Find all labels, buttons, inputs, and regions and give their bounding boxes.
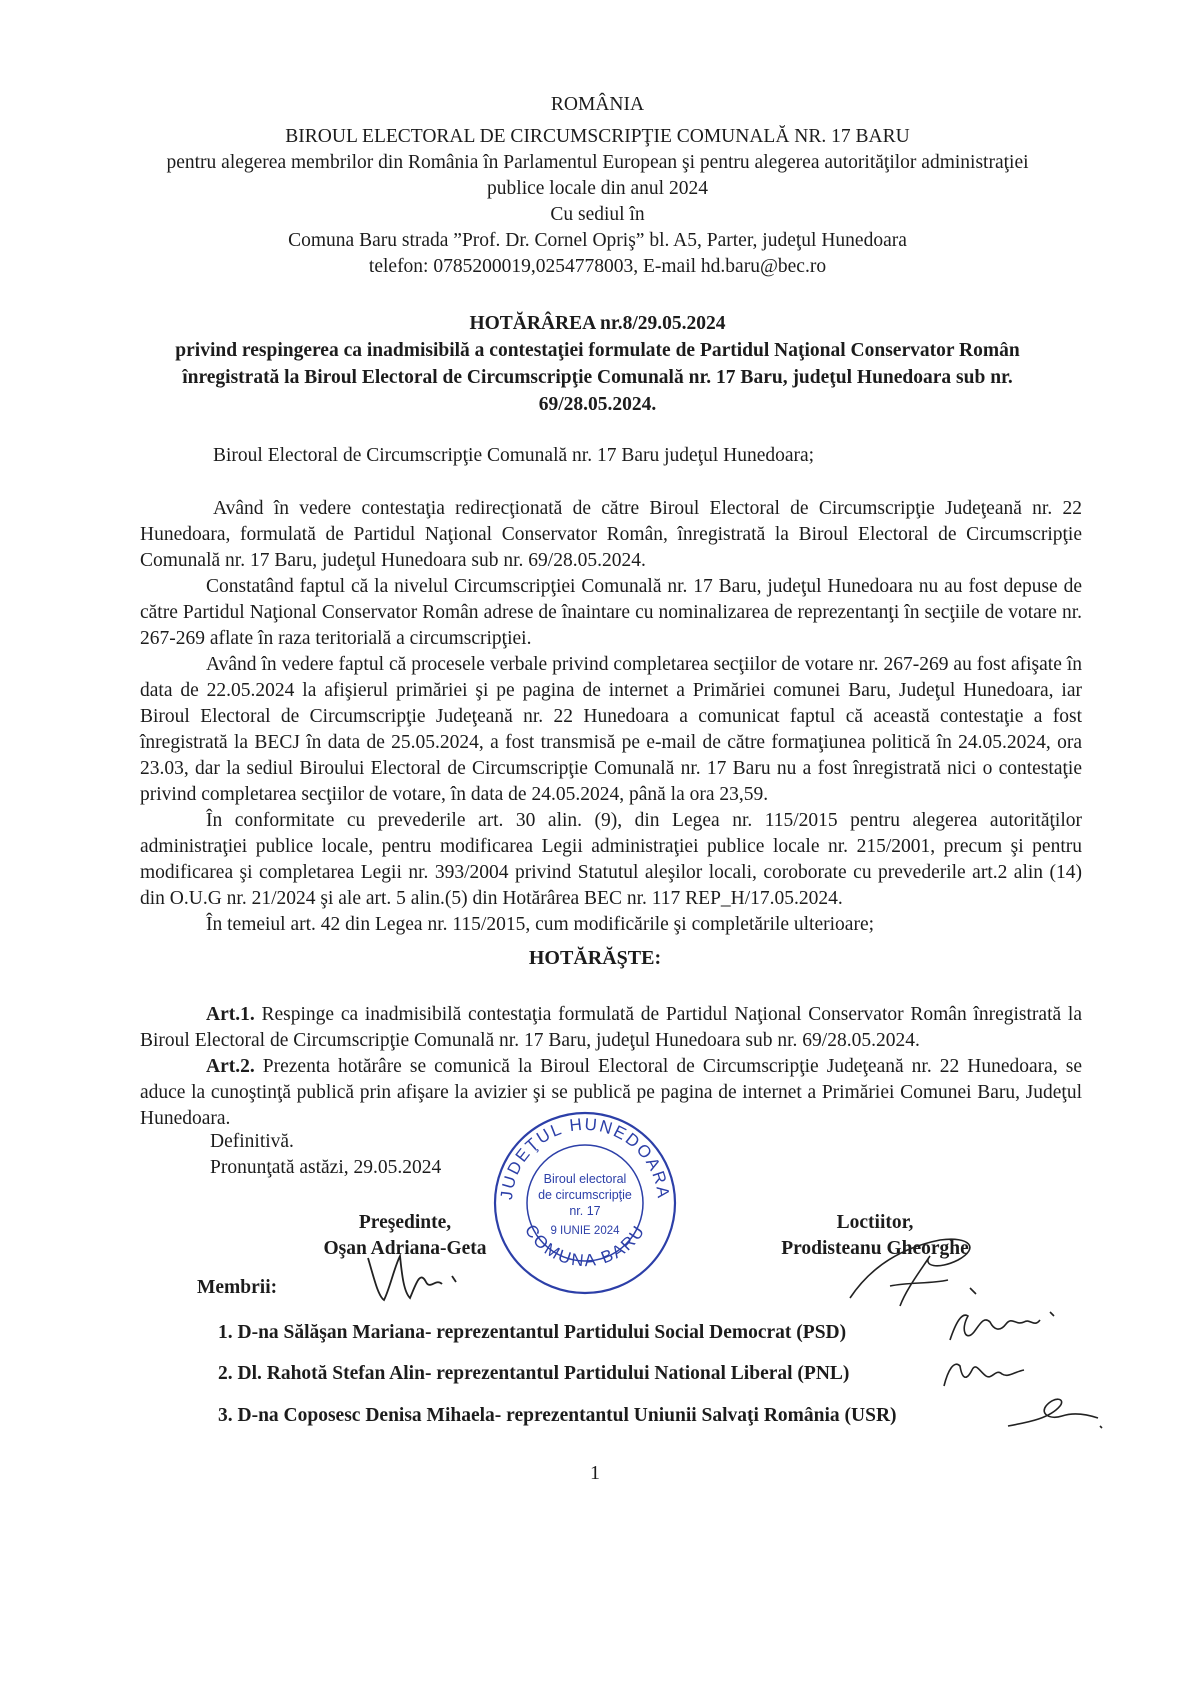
decision-subject-line-1: privind respingerea ca inadmisibilă a contestaţiei formulate de Partidul Naţional Conservator Român [175, 340, 1020, 361]
stamp-inner-line-2: de circumscripţie [538, 1188, 632, 1202]
purpose-line-1: pentru alegerea membrilor din România în Parlamentul European şi pentru alegerea autorităţilor administraţiei [166, 152, 1029, 173]
seat-label: Cu sediul în [550, 204, 645, 225]
decision-subject-line-3: 69/28.05.2024. [538, 394, 657, 415]
member-3-signature-icon [1000, 1392, 1110, 1434]
page-number: 1 [590, 1462, 600, 1484]
member-1: 1. D-na Sălăşan Mariana- reprezentantul Partidului Social Democrat (PSD) [218, 1322, 847, 1343]
article-1-text: Respinge ca inadmisibilă contestaţia formulată de Partidul Naţional Conservator Român înregistrată la Biroul Electoral de Circumscripţie Comunală nr. 17 Baru, judeţul Hunedoara sub nr. 69/28.05.2024. [140, 1004, 1082, 1051]
member-2-signature-icon [938, 1352, 1038, 1392]
ruling-heading: HOTĂRĂŞTE: [528, 947, 662, 969]
paragraph-2: Constatând faptul că la nivelul Circumscripţiei Comunală nr. 17 Baru, judeţul Hunedoara nu au fost depuse de către Partidul Naţional Conservator Român adrese de înaintare cu nominalizarea de reprezentanţi în secţiile de votare nr. 267-269 aflate în raza teritorială a circumscripţiei. [140, 576, 1082, 649]
article-2-label: Art.2. [206, 1056, 255, 1077]
intro-line: Biroul Electoral de Circumscripţie Comunală nr. 17 Baru judeţul Hunedoara; [213, 445, 815, 466]
document-header [120, 92, 1075, 280]
article-1 [140, 1002, 1082, 1054]
decision-number: HOTĂRÂREA nr.8/29.05.2024 [469, 313, 726, 334]
article-2-text: Prezenta hotărâre se comunică la Biroul Electoral de Circumscripţie Judeţeană nr. 22 Hunedoara, se aduce la cunoştinţă publică prin afişare la avizier şi se publică pe pagina de internet a Primăriei Comunei Baru, Judeţul Hunedoara. [140, 1056, 1082, 1129]
president-name: Oşan Adriana-Geta [323, 1238, 487, 1259]
address-line: Comuna Baru strada ”Prof. Dr. Cornel Opriş” bl. A5, Parter, judeţul Hunedoara [288, 230, 907, 251]
article-1-label: Art.1. [206, 1004, 255, 1025]
contact-line: telefon: 0785200019,0254778003, E-mail hd.baru@bec.ro [368, 256, 827, 277]
deputy-title: Loctiitor, [836, 1212, 914, 1233]
president-title: Preşedinte, [358, 1212, 452, 1233]
stamp-commune-text: COMUNA BARU [520, 1221, 650, 1271]
pronounced-date: Pronunţată astăzi, 29.05.2024 [210, 1157, 442, 1178]
definitive-label: Definitivă. [210, 1131, 294, 1152]
paragraph-4: În conformitate cu prevederile art. 30 alin. (9), din Legea nr. 115/2015 pentru alegerea autorităţilor administraţiei publice locale, pentru modificarea Legii administraţiei publice locale nr. 215/2001, precum şi pentru modificarea şi completarea Legii nr. 393/2004 privind Statutul aleşilor locali, coroborate cu prevederile art.2 alin (14) din O.U.G nr. 21/2024 şi ale art. 5 alin.(5) din Hotărârea BEC nr. 117 REP_H/17.05.2024. [140, 810, 1082, 909]
stamp-county-text: JUDEŢUL HUNEDOARA [496, 1114, 674, 1201]
country-name: ROMÂNIA [550, 94, 645, 115]
stamp-date: 9 IUNIE 2024 [550, 1225, 620, 1237]
stamp-inner-line-3: nr. 17 [569, 1204, 601, 1218]
office-name: BIROUL ELECTORAL DE CIRCUMSCRIPŢIE COMUNALĂ NR. 17 BARU [285, 126, 910, 147]
document-body [140, 496, 1082, 938]
paragraph-3: Având în vedere faptul că procesele verbale privind completarea secţiilor de votare nr. 267-269 au fost afişate în data de 22.05.2024 la afişierul primăriei şi pe pagina de internet a Primăriei comunei Baru, Judeţul Hunedoara, iar Biroul Electoral de Circumscripţie Judeţeană nr. 22 Hunedoara a comunicat faptul că această contestaţie a fost înregistrată la BECJ în data de 25.05.2024, a fost transmisă pe e-mail de către formaţiunea politică în 24.05.2024, ora 23.03, dar la sediul Biroului Electoral de Circumscripţie Comunală nr. 17 Baru nu a fost înregistrată nici o contestaţie privind completarea secţiilor de votare, în data de 24.05.2024, până la ora 23,59. [140, 654, 1082, 805]
member-1-signature-icon [940, 1302, 1070, 1352]
purpose-line-2: publice locale din anul 2024 [487, 178, 708, 199]
member-2: 2. Dl. Rahotă Stefan Alin- reprezentantul Partidului National Liberal (PNL) [218, 1363, 850, 1384]
deputy-name: Prodisteanu Gheorghe [781, 1238, 969, 1259]
members-label: Membrii: [197, 1277, 278, 1298]
stamp-inner-line-1: Biroul electoral [543, 1172, 627, 1186]
president-signature-icon [360, 1248, 480, 1308]
paragraph-5: În temeiul art. 42 din Legea nr. 115/2015, cum modificările şi completările ulterioare; [206, 914, 875, 935]
decision-subject-line-2: înregistrată la Biroul Electoral de Circumscripţie Comunală nr. 17 Baru, judeţul Hunedoara sub nr. [182, 367, 1013, 388]
paragraph-1: Având în vedere contestaţia redirecţionată de către Biroul Electoral de Circumscripţie Judeţeană nr. 22 Hunedoara, formulată de Partidul Naţional Conservator Român, înregistrată la Biroul Electoral de Circumscripţie Comunală nr. 17 Baru, judeţul Hunedoara sub nr. 69/28.05.2024. [140, 498, 1082, 571]
decision-title [120, 310, 1075, 418]
official-stamp [490, 1108, 680, 1298]
member-3: 3. D-na Coposesc Denisa Mihaela- reprezentantul Uniunii Salvaţi România (USR) [218, 1405, 897, 1426]
